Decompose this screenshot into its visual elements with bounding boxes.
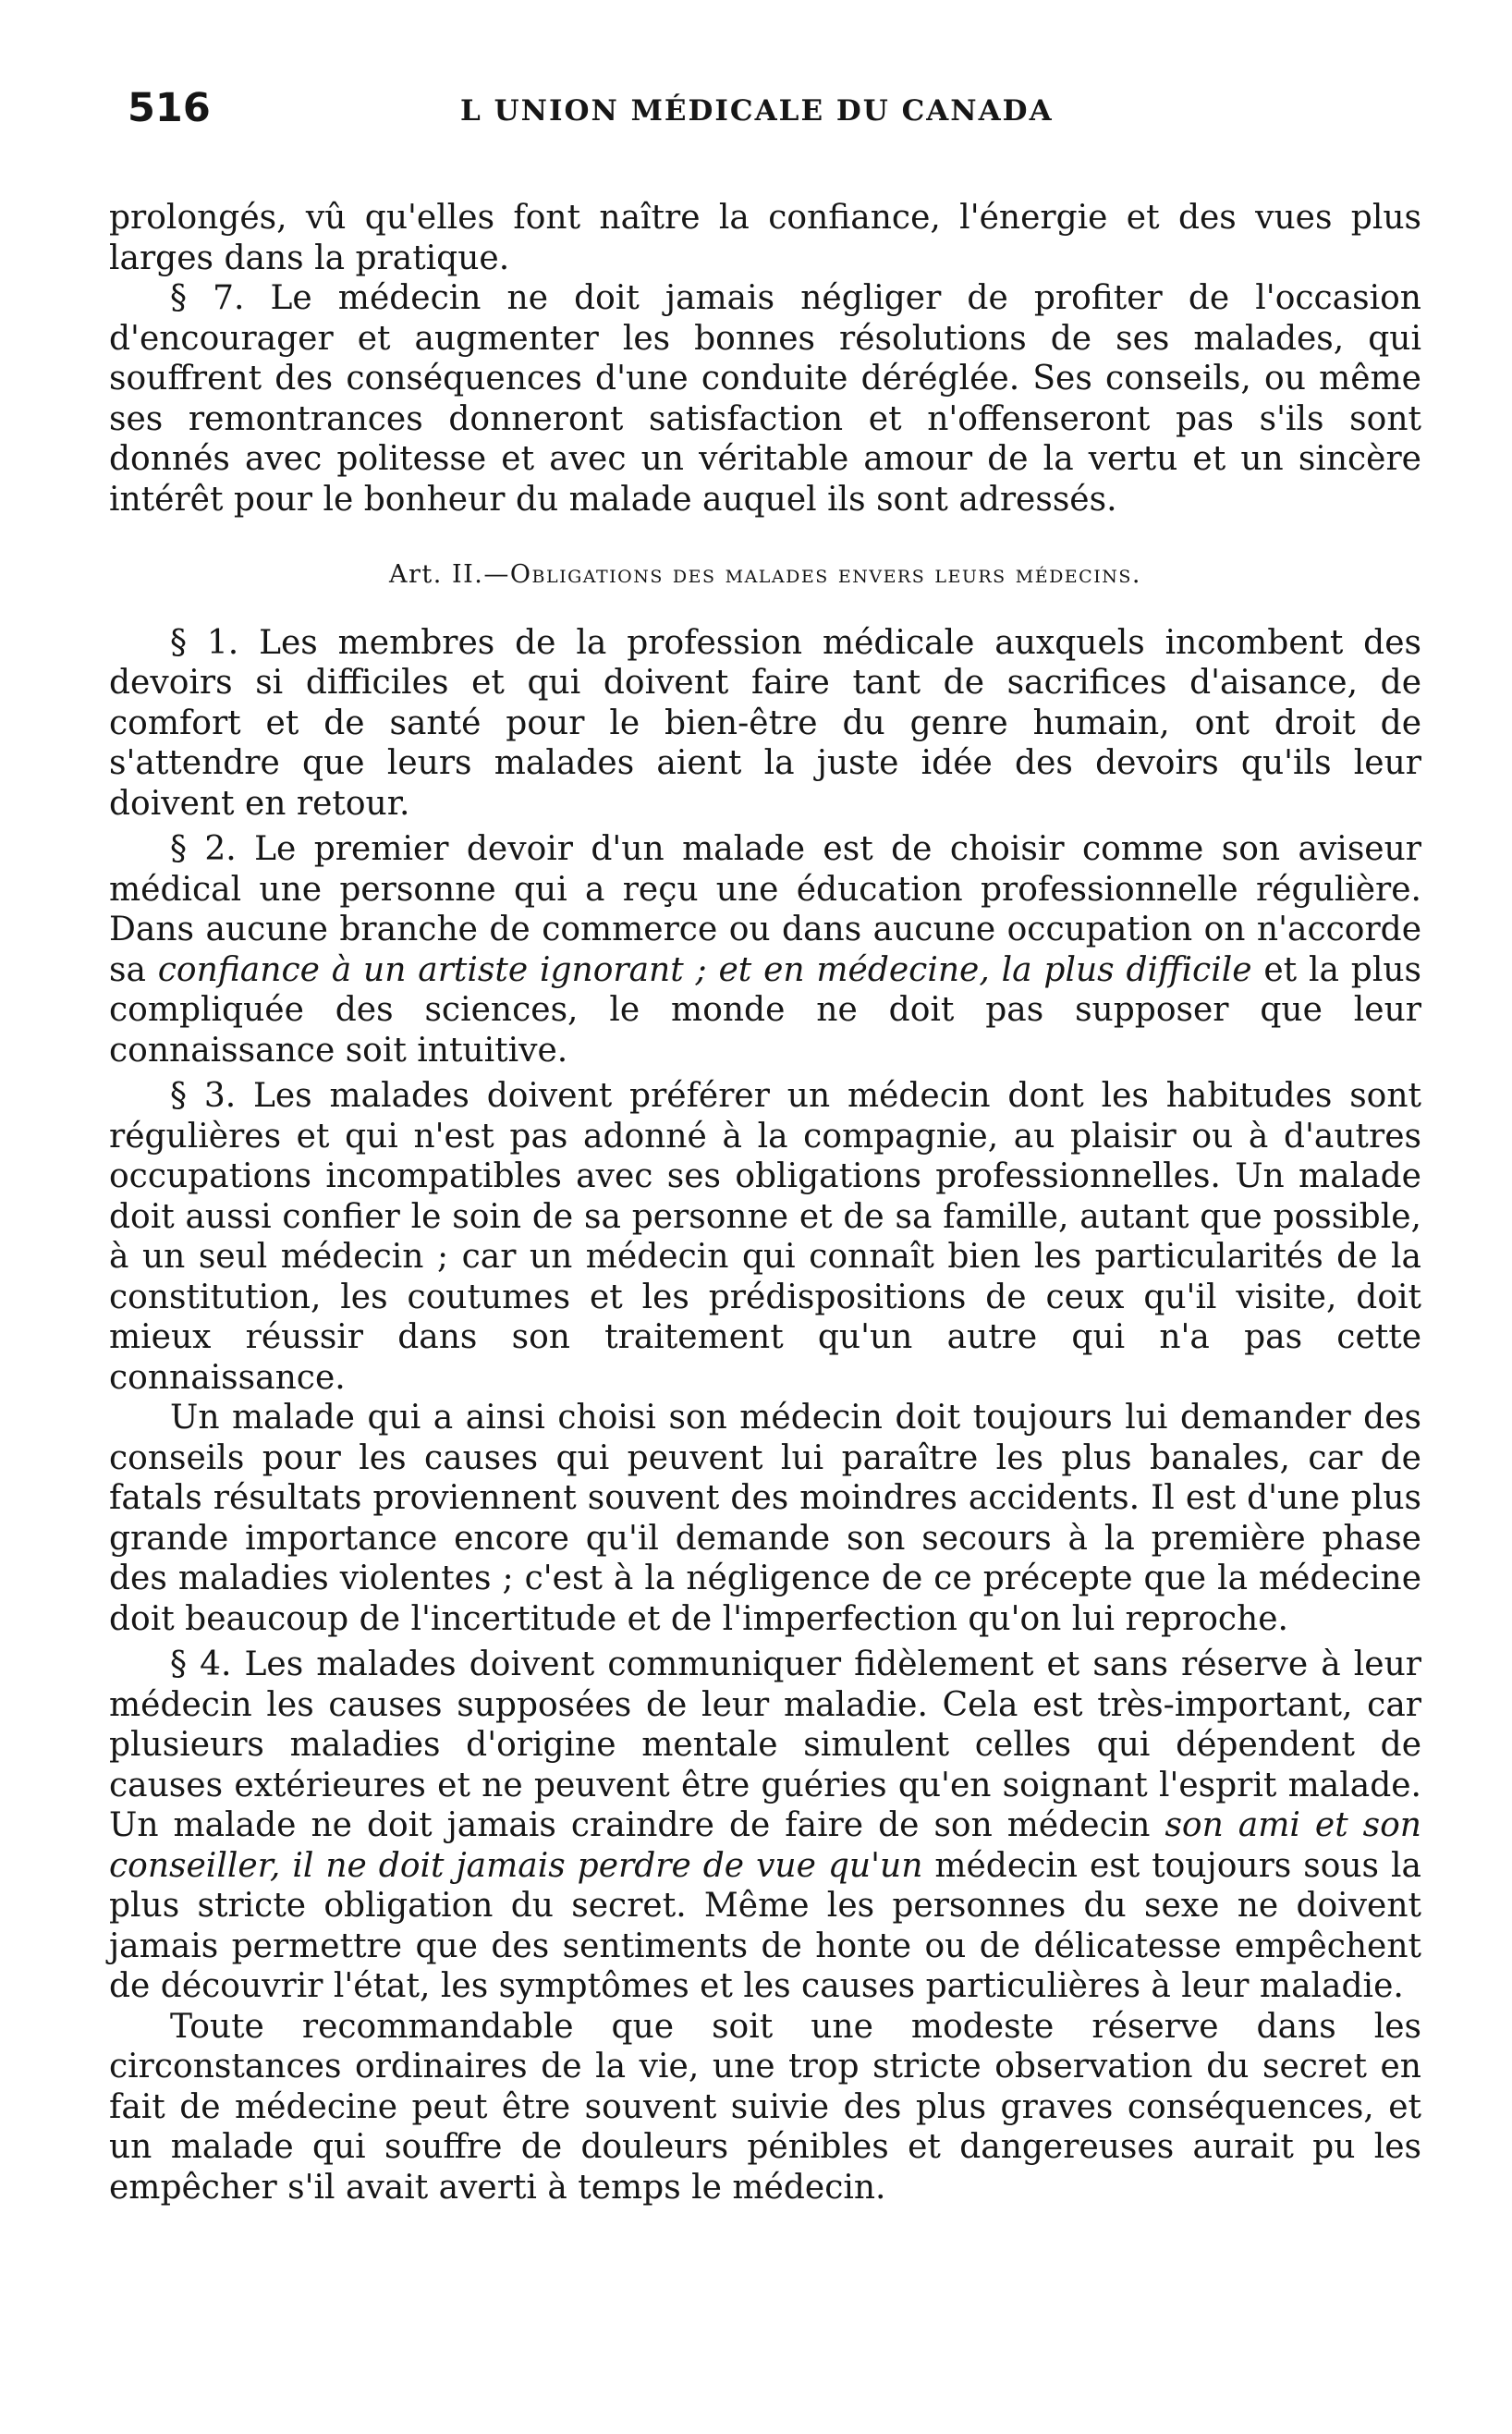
section-2-text-end: et la plus compliquée des sciences, le monde ne doit pas supposer que leur connaissance soit intuitive. (109, 950, 1421, 1070)
section-4-text-start: § 4. Les malades doivent communiquer fidèlement et sans réserve à leur médecin les causes supposées de leur maladie. Cela est très-important, car plusieurs maladies d'origine mentale simulent celles qui dépendent de causes extérieures et ne peuvent être guéries qu'en soignant l'esprit malade. Un malade ne doit jamais craindre de faire de son médecin (109, 1645, 1421, 1844)
section-2-text-italic: confiance à un artiste ignorant ; et en médecine, la plus difficile (157, 950, 1252, 989)
section-2-text-start: § 2. Le premier devoir d'un malade est de choisir comme son aviseur médical une personne qui a reçu une éducation professionnelle régulière. Dans aucune branche de commerce ou dans aucune occupation on n'accorde sa (109, 830, 1421, 989)
paragraph-section-3-continued: Un malade qui a ainsi choisi son médecin doit toujours lui demander des conseils pour les causes qui peuvent lui paraître les plus banales, car de fatals résultats proviennent souvent des moindres accidents. Il est d'une plus grande importance encore qu'il demande son secours à la première phase des maladies violentes ; c'est à la négligence de ce précepte que la médecine doit beaucoup de l'incertitude et de l'imperfection qu'on lui reproche. (109, 1399, 1421, 1638)
article-heading-title: Obligations des malades envers leurs médecins. (509, 560, 1141, 589)
running-head: L UNION MÉDICALE DU CANADA (460, 94, 1054, 128)
article-heading (109, 555, 1421, 595)
paragraph-section-7: § 7. Le médecin ne doit jamais négliger de profiter de l'occasion d'encourager et augmenter les bonnes résolutions de ses malades, qui souffrent des conséquences d'une conduite déréglée. Ses conseils, ou même ses remontrances donneront satisfaction et n'offenseront pas s'ils sont donnés avec politesse et avec un véritable amour de la vertu et un sincère intérêt pour le bonheur du malade auquel ils sont adressés. (109, 279, 1421, 519)
paragraph-section-3: § 3. Les malades doivent préférer un médecin dont les habitudes sont régulières et qui n'est pas adonné à la compagnie, au plaisir ou à d'autres occupations incompatibles avec ses obligations professionnelles. Un malade doit aussi confier le soin de sa personne et de sa famille, autant que possible, à un seul médecin ; car un médecin qui connaît bien les particularités de la constitution, les coutumes et les prédispositions de ceux qu'il visite, doit mieux réussir dans son traitement qu'un autre qui n'a pas cette connaissance. (109, 1077, 1421, 1397)
section-4-text-end: médecin est toujours sous la plus stricte obligation du secret. Même les personnes du sexe ne doivent jamais permettre que des sentiments de honte ou de délicatesse empêchent de découvrir l'état, les symptômes et les causes particulières à leur maladie. (109, 1846, 1421, 2005)
page-header (109, 85, 1421, 150)
paragraph-continuation: prolongés, vû qu'elles font naître la confiance, l'énergie et des vues plus larges dans la pratique. (109, 199, 1421, 277)
paragraph-section-1: § 1. Les membres de la profession médicale auxquels incombent des devoirs si difficiles et qui doivent faire tant de sacrifices d'aisance, de comfort et de santé pour le bien-être du genre humain, ont droit de s'attendre que leurs malades aient la juste idée des devoirs qu'ils leur doivent en retour. (109, 623, 1421, 823)
book-page (109, 85, 1421, 2208)
paragraph-section-4 (109, 1645, 1421, 2007)
paragraph-section-4-continued: Toute recommandable que soit une modeste réserve dans les circonstances ordinaires de la vie, une trop stricte observation du secret en fait de médecine peut être souvent suivie des plus graves conséquences, et un malade qui souffre de douleurs pénibles et dangereuses aurait pu les empêcher s'il avait averti à temps le médecin. (109, 2007, 1421, 2207)
page-number: 516 (128, 85, 211, 131)
paragraph-section-2 (109, 829, 1421, 1070)
section-4-text-italic: son ami et son conseiller, il ne doit jamais perdre de vue qu'un (109, 1806, 1421, 1885)
article-heading-prefix: Art. II.— (389, 560, 510, 589)
